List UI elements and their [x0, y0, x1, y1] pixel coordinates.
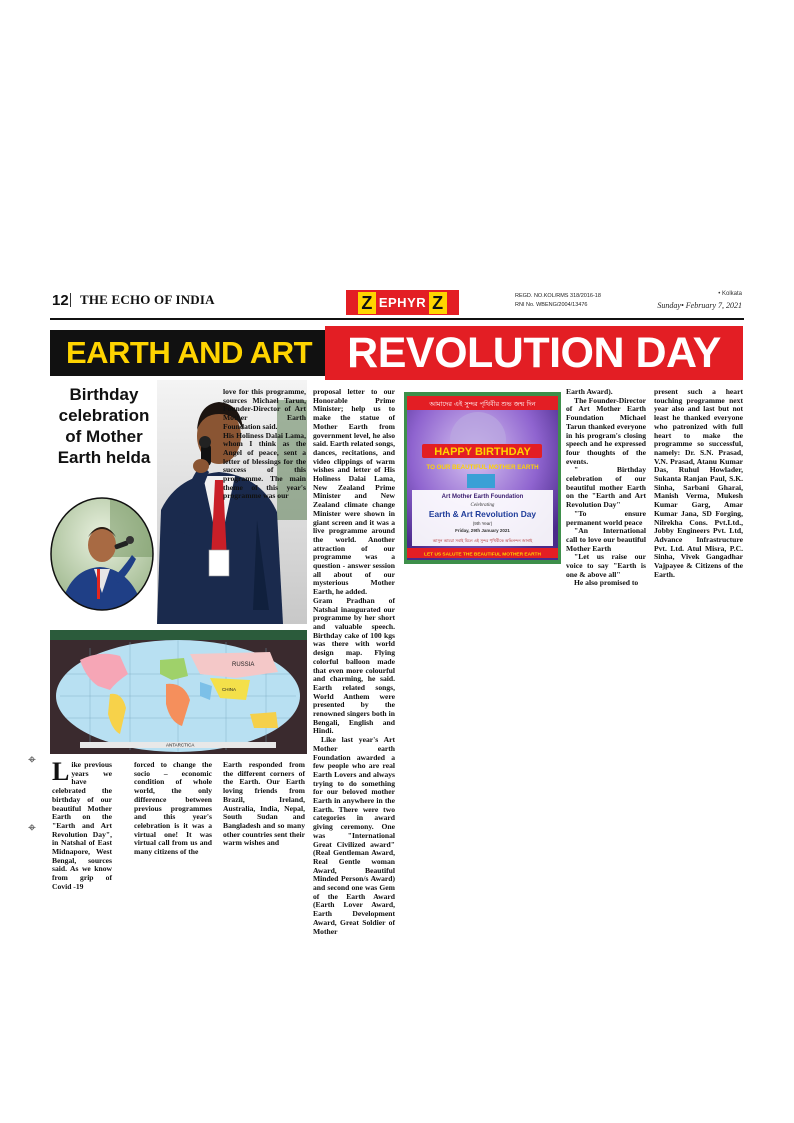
map-label-china: CHINA: [222, 687, 237, 692]
banner-bengali-bottom: আসুন আমরা সবাই মিলে এই সুন্দর পৃথিবীকে অভিনন্দন জানাই: [432, 538, 533, 543]
article-c5-para-2: Gram Pradhan of Natshal inaugurated our programme by her short and valuable speech. Birthday cake of 100 kgs was there with world design map. Flying colorful balloon made that even more colourful and charming, he said. Earth related songs, World Anthem were presented by the renowned singers both in Bengali, English and Hindi.: [313, 595, 395, 736]
headline-left: EARTH AND ART: [50, 330, 328, 376]
photo-singer-circle-graphic: [50, 497, 154, 611]
article-c4-para-2: His Holiness Dalai Lama, whom I think as the Angel of peace, sent a letter of blessings for the success of this programme. The main theme of this year's programme was our: [223, 430, 306, 501]
masthead-rule: [50, 318, 744, 320]
sidebar-heading: Birthday celebration of Mother Earth helda: [57, 385, 151, 467]
article-c2-text: forced to change the socio – economic condition of whole world, the only difference between previous programmes and this year's celebration is it was a virtual one! It was virtual call from us and many citizens of the: [134, 760, 212, 857]
registration-line-1: REGD. NO.KOL/RMS 318/2016-18: [515, 293, 601, 299]
supplement-logo: [346, 290, 459, 315]
article-column-c2: [134, 760, 212, 857]
article-c6-para-6: "Let us raise our voice to say "Earth is one & above all": [566, 552, 646, 579]
supplement-logo-text: EPHYR: [378, 295, 427, 310]
article-c4-para-1: love for this programme, sources Michael Tarun, Founder-Director of Art Mother Earth Foundation said.: [223, 387, 306, 431]
photo-world-map-cake-graphic: [50, 630, 307, 754]
article-column-c4: [223, 387, 306, 501]
publication-name: THE ECHO OF INDIA: [80, 292, 215, 307]
banner-event-title: Earth & Art Revolution Day: [428, 509, 537, 519]
registration-line-2: RNI No. WBENG/2004/13476: [515, 302, 588, 308]
article-column-c6: [566, 387, 646, 588]
map-label-antarctica: ANTARCTICA: [166, 742, 195, 748]
banner-foundation: Art Mother Earth Foundation: [441, 494, 524, 500]
map-label-russia: RUSSIA: [232, 662, 255, 668]
banner-bengali-top: আমাদের এই সুন্দর পৃথিবীর শুভ জন্ম দিন: [429, 400, 536, 408]
registration-info: [515, 292, 601, 310]
article-c3-text: Earth responded from the different corners of the Earth. Our Earth loving friends from Brazil, Ireland, Australia, India, Nepal, South Sudan and Bangladesh and so many other countries sent their warm wishes and: [223, 760, 305, 848]
banner-date: Friday, 29th January 2021: [455, 528, 510, 533]
article-c5-para-1: proposal letter to our Honorable Prime Minister; help us to make the statue of Mother Earth from government level, he also said. Earth related songs, dances, recitations, and video clippings of warm wishes and letter of His Holiness Dalai Lama, New Zealand Prime Minister and New Zealand climate change Minister were shown in giant screen and it was a live programme around the world. Another attraction of our programme was a question - answer session all about of our mysterious Mother Earth, he added.: [313, 387, 395, 597]
article-c5-para-3: Like last year's Art Mother earth Foundation awarded a few people who are real Earth Lovers and always trying to do something for our beloved mother Earth in anywhere in the Earth. There were two categories in award giving ceremony. One was "International Great Civilized award" (Real Gentleman Award, Real Gentle woman Award, Beautiful Minded Person/s Award) and second one was Gem of the Earth Award (Earth Lover Award, Earth Development Award, Great Soldier of Mother: [313, 735, 395, 936]
banner-salute: LET US SALUTE THE BEAUTIFUL MOTHER EARTH: [424, 552, 541, 558]
article-column-c7: [654, 387, 743, 579]
photo-singer-circle: [50, 497, 154, 611]
photo-event-banner: [404, 392, 561, 564]
article-c1-text: ike previous years we have celebrated the birthday of our beautiful Mother Earth on the "Earth and Art Revolution Day", in Natshal of East Midnapore, West Bengal, sources said. As we know from grip of Covid -19: [52, 760, 112, 891]
article-c6-para-1: Earth Award).: [566, 387, 613, 396]
edition-city: • Kolkata: [718, 291, 742, 297]
article-c6-para-3: " Birthday celebration of our beautiful mother Earth on the "Earth and Art Revolution Day": [566, 465, 646, 510]
article-c6-para-7: He also promised to: [574, 578, 639, 588]
page-number: 12: [52, 292, 69, 309]
banner-happy-birthday: HAPPY BIRTHDAY: [434, 446, 531, 458]
article-c6-para-5: "An International call to love our beautiful Mother Earth: [566, 526, 646, 553]
article-column-c1: [52, 757, 112, 891]
supplement-logo-z-left: Z: [358, 292, 376, 314]
article-c6-para-4: "To ensure permanent world peace: [566, 508, 646, 527]
supplement-logo-z-right: Z: [429, 292, 447, 314]
article-c7-para-1: present such a heart touching programme next year also and last but not least he thanked everyone who patronized with full heart to make the programme so successful, namely: Dr. S.N. Prasad, V.N. Prasad, Atanu Kumar Das, Ruhul Howlader, Sukanta Ranjan Paul, S.K. Sinha, Sarbani Gharai, Manish Verma, Mukesh Kumar Garg, Amar Kumar Jana, SD Forging, Nilrekha Cons. Pvt.Ltd., Jobby Engineers Pvt. Ltd, Advance Infrastructure Pvt. Ltd. Atul Misra, P.C. Sinha, Vivek Gangadhar Vajpayee & Citizens of the Earth.: [654, 387, 743, 579]
photo-event-banner-graphic: [404, 392, 561, 564]
edition-date: Sunday• February 7, 2021: [657, 301, 742, 310]
banner-celebrating: Celebrating: [470, 503, 495, 508]
banner-year: (9th Year): [472, 521, 493, 526]
article-column-c5: [313, 387, 395, 936]
article-c6-para-2: The Founder-Director of Art Mother Earth Foundation Michael Tarun thanked everyone in his program's closing speech and he expressed four thoughts of the events.: [566, 395, 646, 466]
article-dropcap: L: [52, 757, 70, 786]
banner-mother-earth: TO OUR BEAUTIFUL MOTHER EARTH: [426, 464, 539, 471]
page-number-divider: [70, 293, 71, 307]
crop-mark-icon: ⌖: [28, 820, 36, 836]
headline-right: REVOLUTION DAY: [325, 326, 743, 380]
article-column-c3: [223, 760, 305, 848]
photo-world-map-cake: [50, 630, 307, 754]
crop-mark-icon: ⌖: [28, 752, 36, 768]
